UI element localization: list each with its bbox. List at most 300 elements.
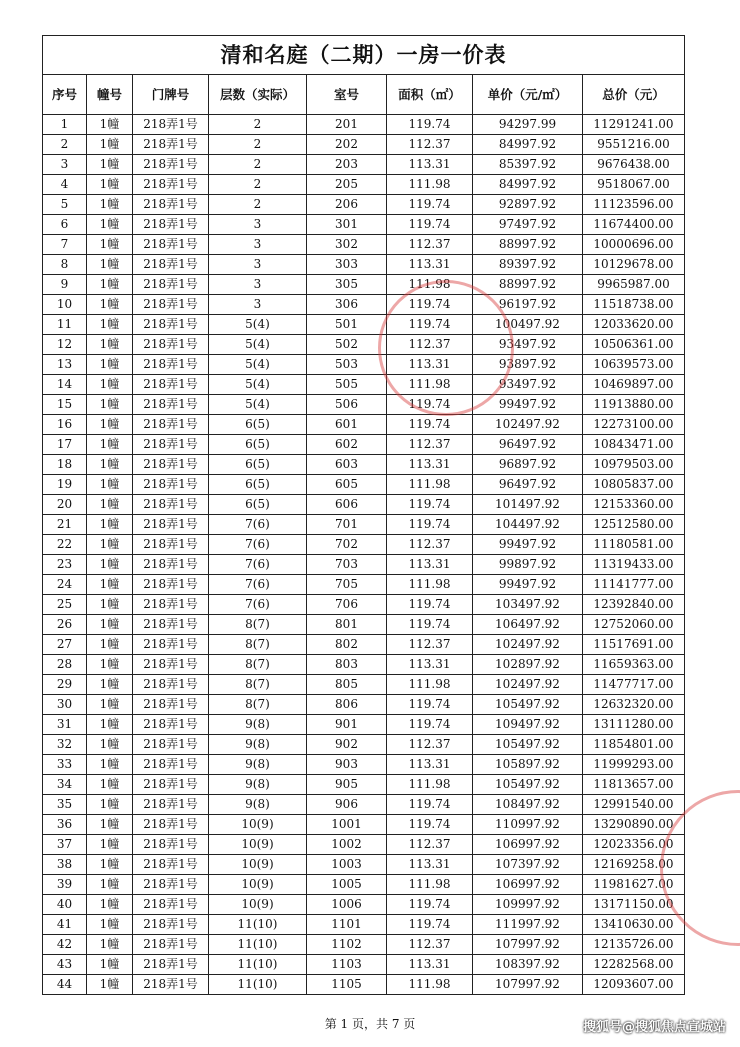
cell-area: 119.74 <box>387 515 473 535</box>
cell-index: 42 <box>43 935 87 955</box>
cell-door-number: 218弄1号 <box>133 875 209 895</box>
cell-room: 803 <box>307 655 387 675</box>
cell-room: 805 <box>307 675 387 695</box>
cell-total-price: 10129678.00 <box>583 255 685 275</box>
cell-room: 302 <box>307 235 387 255</box>
cell-floor: 3 <box>209 215 307 235</box>
cell-area: 111.98 <box>387 375 473 395</box>
cell-total-price: 11123596.00 <box>583 195 685 215</box>
table-row <box>43 435 685 455</box>
cell-floor: 6(5) <box>209 475 307 495</box>
table-row <box>43 815 685 835</box>
cell-index: 21 <box>43 515 87 535</box>
cell-room: 901 <box>307 715 387 735</box>
cell-building: 1幢 <box>87 255 133 275</box>
cell-area: 113.31 <box>387 555 473 575</box>
cell-area: 119.74 <box>387 395 473 415</box>
cell-room: 301 <box>307 215 387 235</box>
cell-floor: 3 <box>209 275 307 295</box>
table-row <box>43 395 685 415</box>
cell-index: 27 <box>43 635 87 655</box>
cell-room: 701 <box>307 515 387 535</box>
cell-unit-price: 100497.92 <box>473 315 583 335</box>
cell-floor: 9(8) <box>209 775 307 795</box>
cell-total-price: 12169258.00 <box>583 855 685 875</box>
cell-index: 22 <box>43 535 87 555</box>
cell-door-number: 218弄1号 <box>133 855 209 875</box>
cell-door-number: 218弄1号 <box>133 375 209 395</box>
cell-building: 1幢 <box>87 755 133 775</box>
cell-door-number: 218弄1号 <box>133 575 209 595</box>
cell-door-number: 218弄1号 <box>133 955 209 975</box>
cell-building: 1幢 <box>87 935 133 955</box>
cell-unit-price: 93497.92 <box>473 375 583 395</box>
cell-index: 26 <box>43 615 87 635</box>
cell-unit-price: 110997.92 <box>473 815 583 835</box>
cell-building: 1幢 <box>87 175 133 195</box>
cell-total-price: 10979503.00 <box>583 455 685 475</box>
cell-unit-price: 93897.92 <box>473 355 583 375</box>
cell-door-number: 218弄1号 <box>133 475 209 495</box>
cell-unit-price: 109497.92 <box>473 715 583 735</box>
cell-room: 906 <box>307 795 387 815</box>
cell-door-number: 218弄1号 <box>133 715 209 735</box>
cell-area: 111.98 <box>387 475 473 495</box>
table-row <box>43 655 685 675</box>
cell-unit-price: 88997.92 <box>473 275 583 295</box>
cell-door-number: 218弄1号 <box>133 835 209 855</box>
price-table <box>42 35 685 995</box>
cell-index: 5 <box>43 195 87 215</box>
watermark-text: 搜狐号@搜狐焦点宣城站 <box>582 1020 726 1035</box>
table-row <box>43 595 685 615</box>
cell-building: 1幢 <box>87 595 133 615</box>
cell-door-number: 218弄1号 <box>133 735 209 755</box>
cell-door-number: 218弄1号 <box>133 155 209 175</box>
cell-door-number: 218弄1号 <box>133 515 209 535</box>
cell-door-number: 218弄1号 <box>133 135 209 155</box>
table-row <box>43 335 685 355</box>
cell-unit-price: 99897.92 <box>473 555 583 575</box>
cell-unit-price: 96197.92 <box>473 295 583 315</box>
cell-total-price: 12153360.00 <box>583 495 685 515</box>
table-row <box>43 855 685 875</box>
table-row <box>43 615 685 635</box>
cell-building: 1幢 <box>87 615 133 635</box>
cell-building: 1幢 <box>87 775 133 795</box>
table-row <box>43 155 685 175</box>
cell-unit-price: 97497.92 <box>473 215 583 235</box>
cell-floor: 7(6) <box>209 575 307 595</box>
cell-index: 38 <box>43 855 87 875</box>
table-row <box>43 775 685 795</box>
cell-area: 119.74 <box>387 315 473 335</box>
table-row <box>43 695 685 715</box>
table-row <box>43 175 685 195</box>
cell-index: 30 <box>43 695 87 715</box>
cell-room: 503 <box>307 355 387 375</box>
cell-total-price: 12512580.00 <box>583 515 685 535</box>
cell-total-price: 13171150.00 <box>583 895 685 915</box>
cell-floor: 6(5) <box>209 455 307 475</box>
cell-room: 706 <box>307 595 387 615</box>
cell-building: 1幢 <box>87 715 133 735</box>
cell-area: 113.31 <box>387 855 473 875</box>
cell-total-price: 13290890.00 <box>583 815 685 835</box>
cell-unit-price: 96897.92 <box>473 455 583 475</box>
cell-index: 25 <box>43 595 87 615</box>
cell-unit-price: 108397.92 <box>473 955 583 975</box>
cell-door-number: 218弄1号 <box>133 295 209 315</box>
table-row <box>43 255 685 275</box>
cell-room: 1003 <box>307 855 387 875</box>
cell-building: 1幢 <box>87 315 133 335</box>
cell-door-number: 218弄1号 <box>133 555 209 575</box>
cell-index: 8 <box>43 255 87 275</box>
cell-total-price: 12023356.00 <box>583 835 685 855</box>
cell-index: 41 <box>43 915 87 935</box>
cell-index: 31 <box>43 715 87 735</box>
table-row <box>43 675 685 695</box>
table-row <box>43 355 685 375</box>
cell-floor: 6(5) <box>209 435 307 455</box>
cell-total-price: 10506361.00 <box>583 335 685 355</box>
cell-floor: 7(6) <box>209 595 307 615</box>
cell-unit-price: 102497.92 <box>473 635 583 655</box>
cell-door-number: 218弄1号 <box>133 535 209 555</box>
cell-total-price: 12282568.00 <box>583 955 685 975</box>
cell-total-price: 10639573.00 <box>583 355 685 375</box>
cell-total-price: 9518067.00 <box>583 175 685 195</box>
cell-room: 903 <box>307 755 387 775</box>
cell-area: 111.98 <box>387 575 473 595</box>
cell-door-number: 218弄1号 <box>133 675 209 695</box>
cell-unit-price: 111997.92 <box>473 915 583 935</box>
cell-area: 113.31 <box>387 755 473 775</box>
cell-area: 119.74 <box>387 595 473 615</box>
cell-index: 2 <box>43 135 87 155</box>
cell-index: 7 <box>43 235 87 255</box>
cell-index: 44 <box>43 975 87 995</box>
table-row <box>43 495 685 515</box>
cell-floor: 3 <box>209 235 307 255</box>
cell-room: 801 <box>307 615 387 635</box>
cell-building: 1幢 <box>87 895 133 915</box>
cell-door-number: 218弄1号 <box>133 595 209 615</box>
cell-floor: 8(7) <box>209 635 307 655</box>
cell-building: 1幢 <box>87 815 133 835</box>
cell-building: 1幢 <box>87 435 133 455</box>
cell-area: 112.37 <box>387 635 473 655</box>
cell-building: 1幢 <box>87 295 133 315</box>
cell-building: 1幢 <box>87 735 133 755</box>
cell-room: 505 <box>307 375 387 395</box>
cell-room: 506 <box>307 395 387 415</box>
cell-total-price: 11659363.00 <box>583 655 685 675</box>
cell-unit-price: 109997.92 <box>473 895 583 915</box>
cell-total-price: 12991540.00 <box>583 795 685 815</box>
cell-index: 14 <box>43 375 87 395</box>
cell-room: 1001 <box>307 815 387 835</box>
cell-total-price: 10805837.00 <box>583 475 685 495</box>
cell-unit-price: 99497.92 <box>473 395 583 415</box>
cell-building: 1幢 <box>87 195 133 215</box>
cell-building: 1幢 <box>87 655 133 675</box>
cell-floor: 7(6) <box>209 515 307 535</box>
cell-index: 16 <box>43 415 87 435</box>
table-row <box>43 275 685 295</box>
cell-building: 1幢 <box>87 155 133 175</box>
cell-total-price: 9551216.00 <box>583 135 685 155</box>
cell-index: 1 <box>43 115 87 135</box>
table-body <box>43 115 685 995</box>
table-row <box>43 135 685 155</box>
table-row <box>43 935 685 955</box>
cell-index: 33 <box>43 755 87 775</box>
cell-building: 1幢 <box>87 835 133 855</box>
cell-index: 12 <box>43 335 87 355</box>
table-row <box>43 515 685 535</box>
cell-unit-price: 102897.92 <box>473 655 583 675</box>
table-row <box>43 975 685 995</box>
cell-index: 19 <box>43 475 87 495</box>
cell-floor: 5(4) <box>209 395 307 415</box>
table-row <box>43 375 685 395</box>
cell-floor: 11(10) <box>209 915 307 935</box>
header-room: 室号 <box>307 75 387 115</box>
cell-total-price: 12093607.00 <box>583 975 685 995</box>
cell-door-number: 218弄1号 <box>133 775 209 795</box>
cell-room: 502 <box>307 335 387 355</box>
cell-unit-price: 99497.92 <box>473 535 583 555</box>
cell-room: 305 <box>307 275 387 295</box>
cell-floor: 2 <box>209 115 307 135</box>
cell-floor: 11(10) <box>209 975 307 995</box>
cell-total-price: 11854801.00 <box>583 735 685 755</box>
cell-area: 112.37 <box>387 235 473 255</box>
cell-area: 119.74 <box>387 615 473 635</box>
cell-building: 1幢 <box>87 635 133 655</box>
cell-door-number: 218弄1号 <box>133 395 209 415</box>
cell-area: 119.74 <box>387 895 473 915</box>
cell-index: 3 <box>43 155 87 175</box>
table-row <box>43 635 685 655</box>
table-row <box>43 895 685 915</box>
cell-floor: 3 <box>209 295 307 315</box>
cell-unit-price: 106997.92 <box>473 875 583 895</box>
cell-area: 111.98 <box>387 175 473 195</box>
cell-room: 705 <box>307 575 387 595</box>
cell-area: 113.31 <box>387 255 473 275</box>
cell-building: 1幢 <box>87 335 133 355</box>
header-area: 面积（㎡） <box>387 75 473 115</box>
cell-building: 1幢 <box>87 955 133 975</box>
cell-room: 703 <box>307 555 387 575</box>
cell-room: 303 <box>307 255 387 275</box>
cell-unit-price: 89397.92 <box>473 255 583 275</box>
table-row <box>43 795 685 815</box>
table-row <box>43 835 685 855</box>
cell-total-price: 12752060.00 <box>583 615 685 635</box>
cell-index: 15 <box>43 395 87 415</box>
cell-floor: 9(8) <box>209 735 307 755</box>
cell-index: 13 <box>43 355 87 375</box>
cell-building: 1幢 <box>87 575 133 595</box>
header-door-number: 门牌号 <box>133 75 209 115</box>
cell-total-price: 12033620.00 <box>583 315 685 335</box>
table-row <box>43 715 685 735</box>
cell-total-price: 10000696.00 <box>583 235 685 255</box>
cell-door-number: 218弄1号 <box>133 335 209 355</box>
cell-floor: 8(7) <box>209 615 307 635</box>
cell-total-price: 11913880.00 <box>583 395 685 415</box>
cell-building: 1幢 <box>87 535 133 555</box>
cell-room: 1105 <box>307 975 387 995</box>
cell-total-price: 9965987.00 <box>583 275 685 295</box>
cell-area: 113.31 <box>387 655 473 675</box>
cell-floor: 8(7) <box>209 655 307 675</box>
cell-unit-price: 96497.92 <box>473 475 583 495</box>
cell-area: 112.37 <box>387 135 473 155</box>
cell-area: 119.74 <box>387 195 473 215</box>
cell-building: 1幢 <box>87 475 133 495</box>
cell-area: 113.31 <box>387 955 473 975</box>
cell-total-price: 11291241.00 <box>583 115 685 135</box>
cell-room: 905 <box>307 775 387 795</box>
cell-room: 1006 <box>307 895 387 915</box>
cell-room: 606 <box>307 495 387 515</box>
cell-unit-price: 101497.92 <box>473 495 583 515</box>
cell-index: 4 <box>43 175 87 195</box>
cell-building: 1幢 <box>87 875 133 895</box>
cell-area: 113.31 <box>387 355 473 375</box>
cell-floor: 2 <box>209 135 307 155</box>
header-floor: 层数（实际） <box>209 75 307 115</box>
cell-room: 806 <box>307 695 387 715</box>
header-total-price: 总价（元） <box>583 75 685 115</box>
table-row <box>43 295 685 315</box>
cell-door-number: 218弄1号 <box>133 755 209 775</box>
cell-total-price: 9676438.00 <box>583 155 685 175</box>
cell-room: 1103 <box>307 955 387 975</box>
table-row <box>43 955 685 975</box>
cell-total-price: 11981627.00 <box>583 875 685 895</box>
cell-floor: 3 <box>209 255 307 275</box>
cell-door-number: 218弄1号 <box>133 175 209 195</box>
cell-area: 113.31 <box>387 455 473 475</box>
cell-building: 1幢 <box>87 455 133 475</box>
cell-floor: 2 <box>209 155 307 175</box>
cell-room: 601 <box>307 415 387 435</box>
cell-area: 119.74 <box>387 695 473 715</box>
cell-area: 112.37 <box>387 335 473 355</box>
cell-unit-price: 93497.92 <box>473 335 583 355</box>
cell-room: 306 <box>307 295 387 315</box>
cell-index: 28 <box>43 655 87 675</box>
table-row <box>43 555 685 575</box>
cell-unit-price: 108497.92 <box>473 795 583 815</box>
cell-index: 11 <box>43 315 87 335</box>
cell-area: 119.74 <box>387 215 473 235</box>
cell-area: 112.37 <box>387 835 473 855</box>
cell-room: 902 <box>307 735 387 755</box>
header-row <box>43 75 685 115</box>
cell-floor: 10(9) <box>209 875 307 895</box>
cell-room: 205 <box>307 175 387 195</box>
cell-room: 1102 <box>307 935 387 955</box>
cell-door-number: 218弄1号 <box>133 435 209 455</box>
page-number: 第 1 页，共 7 页 <box>324 1017 416 1031</box>
table-row <box>43 755 685 775</box>
cell-unit-price: 94297.99 <box>473 115 583 135</box>
cell-total-price: 11141777.00 <box>583 575 685 595</box>
cell-index: 43 <box>43 955 87 975</box>
cell-building: 1幢 <box>87 235 133 255</box>
cell-index: 23 <box>43 555 87 575</box>
cell-room: 203 <box>307 155 387 175</box>
cell-index: 37 <box>43 835 87 855</box>
cell-door-number: 218弄1号 <box>133 895 209 915</box>
cell-floor: 9(8) <box>209 715 307 735</box>
table-row <box>43 115 685 135</box>
cell-floor: 10(9) <box>209 835 307 855</box>
table-row <box>43 455 685 475</box>
cell-floor: 11(10) <box>209 955 307 975</box>
cell-building: 1幢 <box>87 855 133 875</box>
table-row <box>43 875 685 895</box>
cell-area: 119.74 <box>387 115 473 135</box>
cell-area: 111.98 <box>387 275 473 295</box>
cell-floor: 6(5) <box>209 495 307 515</box>
cell-door-number: 218弄1号 <box>133 915 209 935</box>
cell-unit-price: 107997.92 <box>473 935 583 955</box>
price-list-sheet <box>42 35 684 995</box>
cell-area: 119.74 <box>387 815 473 835</box>
cell-floor: 7(6) <box>209 555 307 575</box>
cell-total-price: 11999293.00 <box>583 755 685 775</box>
cell-floor: 2 <box>209 195 307 215</box>
cell-unit-price: 106997.92 <box>473 835 583 855</box>
cell-building: 1幢 <box>87 975 133 995</box>
cell-unit-price: 99497.92 <box>473 575 583 595</box>
cell-unit-price: 84997.92 <box>473 135 583 155</box>
cell-unit-price: 96497.92 <box>473 435 583 455</box>
cell-area: 112.37 <box>387 935 473 955</box>
cell-index: 18 <box>43 455 87 475</box>
cell-floor: 5(4) <box>209 335 307 355</box>
cell-building: 1幢 <box>87 215 133 235</box>
cell-building: 1幢 <box>87 395 133 415</box>
cell-floor: 9(8) <box>209 795 307 815</box>
cell-area: 111.98 <box>387 875 473 895</box>
cell-room: 201 <box>307 115 387 135</box>
cell-total-price: 10843471.00 <box>583 435 685 455</box>
cell-floor: 5(4) <box>209 355 307 375</box>
cell-room: 605 <box>307 475 387 495</box>
cell-index: 32 <box>43 735 87 755</box>
cell-building: 1幢 <box>87 135 133 155</box>
cell-door-number: 218弄1号 <box>133 415 209 435</box>
cell-unit-price: 104497.92 <box>473 515 583 535</box>
cell-unit-price: 103497.92 <box>473 595 583 615</box>
cell-total-price: 11674400.00 <box>583 215 685 235</box>
cell-door-number: 218弄1号 <box>133 115 209 135</box>
cell-total-price: 11477717.00 <box>583 675 685 695</box>
cell-building: 1幢 <box>87 355 133 375</box>
cell-floor: 7(6) <box>209 535 307 555</box>
cell-floor: 6(5) <box>209 415 307 435</box>
cell-door-number: 218弄1号 <box>133 275 209 295</box>
